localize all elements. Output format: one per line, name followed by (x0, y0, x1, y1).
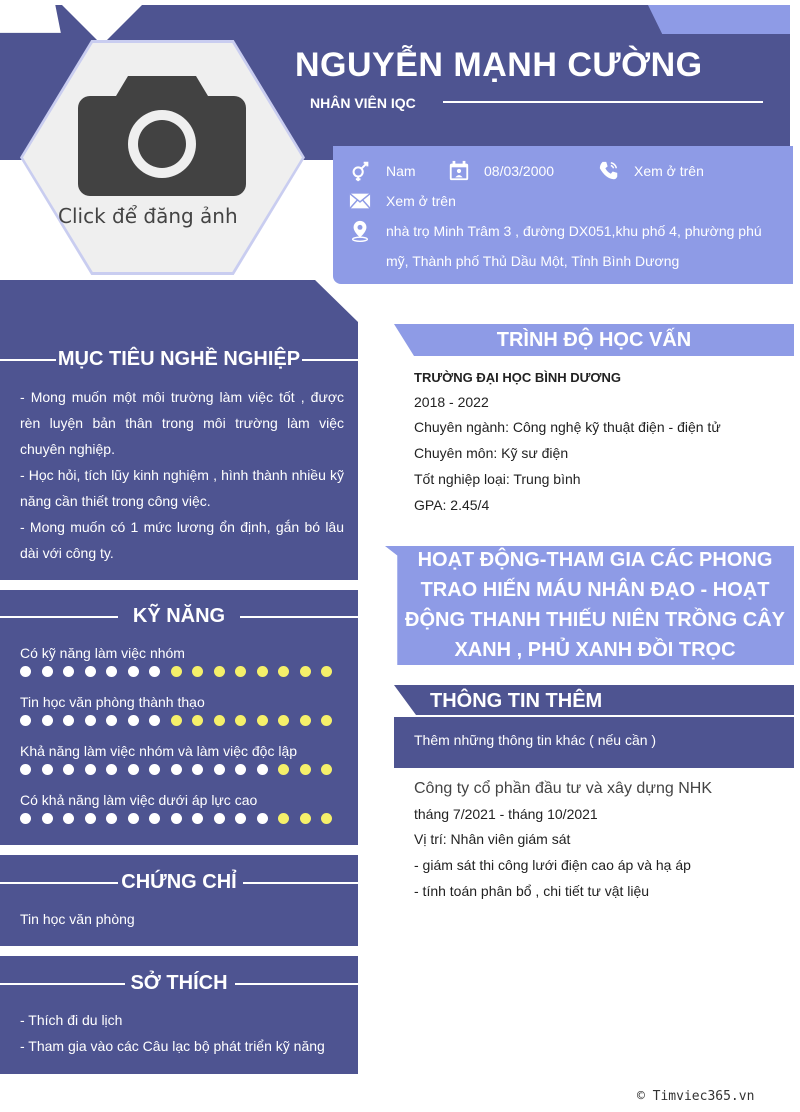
company-name[interactable]: Công ty cổ phần đầu tư và xây dựng NHK (414, 780, 713, 797)
skill-dot-filled (214, 813, 225, 824)
extra-info-divider (394, 715, 794, 717)
skill-dot-filled (192, 764, 203, 775)
skill-dot-filled (85, 666, 96, 677)
skill-dot-filled (128, 666, 139, 677)
skill-rating[interactable] (20, 813, 332, 825)
skill-dot-filled (42, 813, 53, 824)
work-duty[interactable]: - giám sát thi công lưới điện cao áp và hạ áp (414, 857, 691, 873)
skill-dot-empty (171, 666, 182, 677)
location-icon (349, 220, 371, 242)
education-title: TRÌNH ĐỘ HỌC VẤN (496, 329, 692, 351)
skill-dot-empty (257, 715, 268, 726)
skill-dot-empty (171, 715, 182, 726)
skill-dot-filled (106, 666, 117, 677)
skill-dot-filled (20, 813, 31, 824)
skills-title: KỸ NĂNG (132, 605, 226, 627)
skill-dot-empty (300, 715, 311, 726)
skill-dot-filled (63, 666, 74, 677)
skill-rating[interactable] (20, 715, 332, 727)
skill-dot-filled (42, 764, 53, 775)
skill-dot-filled (192, 813, 203, 824)
skill-rating[interactable] (20, 666, 332, 678)
certificates-title: CHỨNG CHỈ (121, 871, 237, 893)
skill-dot-filled (63, 764, 74, 775)
skill-dot-filled (85, 764, 96, 775)
education-years[interactable]: 2018 - 2022 (414, 394, 489, 410)
skill-dot-empty (321, 813, 332, 824)
skill-dot-filled (171, 813, 182, 824)
avatar-upload-label[interactable]: Click để đăng ảnh (58, 204, 238, 228)
skill-dot-filled (106, 764, 117, 775)
skill-dot-filled (128, 813, 139, 824)
work-period[interactable]: tháng 7/2021 - tháng 10/2021 (414, 806, 598, 822)
activities-title[interactable]: HOẠT ĐỘNG-THAM GIA CÁC PHONG TRAO HIẾN MÁU NHÂN ĐẠO - HOẠT ĐỘNG THANH THIẾU NIÊN TRỒNG CÂY XANH , PHỦ XANH ĐỒI TRỌC (405, 549, 785, 661)
objective-title: MỤC TIÊU NGHỀ NGHIỆP (57, 348, 301, 370)
camera-icon[interactable] (78, 76, 246, 196)
skill-dot-empty (321, 666, 332, 677)
objective-line: - Mong muốn có 1 mức lương ổn định, gắn bó lâu dài với công ty. (20, 519, 344, 561)
skill-dot-filled (235, 813, 246, 824)
address-line-1[interactable]: nhà trọ Minh Trâm 3 , đường DX051,khu phố 4, phường phú (386, 223, 762, 239)
skill-dot-empty (214, 666, 225, 677)
certificate-item[interactable]: Tin học văn phòng (20, 911, 135, 927)
header-accent (648, 5, 790, 34)
copyright: © Timviec365.vn (637, 1089, 755, 1104)
skill-label[interactable]: Khả năng làm việc nhóm và làm việc độc lập (20, 743, 298, 759)
candidate-name[interactable]: NGUYỄN MẠNH CƯỜNG (295, 46, 703, 84)
email-value[interactable]: Xem ở trên (386, 193, 456, 209)
position-divider (443, 101, 763, 103)
school-name[interactable]: TRƯỜNG ĐẠI HỌC BÌNH DƯƠNG (414, 370, 621, 385)
skill-dot-filled (128, 715, 139, 726)
education-gpa[interactable]: GPA: 2.45/4 (414, 497, 490, 513)
skill-dot-filled (42, 715, 53, 726)
skill-dot-filled (63, 813, 74, 824)
education-major[interactable]: Chuyên ngành: Công nghệ kỹ thuật điện - điện tử (414, 419, 721, 435)
skill-dot-filled (149, 666, 160, 677)
skill-dot-filled (63, 715, 74, 726)
skill-dot-filled (106, 813, 117, 824)
skill-dot-empty (214, 715, 225, 726)
skill-label[interactable]: Có khả năng làm việc dưới áp lực cao (20, 792, 258, 808)
education-specialty[interactable]: Chuyên môn: Kỹ sư điện (414, 445, 569, 461)
skill-dot-filled (257, 764, 268, 775)
skill-dot-filled (42, 666, 53, 677)
objective-line: - Mong muốn một môi trường làm việc tốt , được rèn luyện bản thân trong môi trường làm việc chuyên nghiệp. (20, 389, 344, 457)
phone-icon (598, 160, 620, 182)
skill-dot-filled (85, 813, 96, 824)
address-line-2[interactable]: mỹ, Thành phố Thủ Dầu Một, Tỉnh Bình Dương (386, 253, 680, 269)
skill-dot-empty (278, 715, 289, 726)
skill-dot-empty (235, 715, 246, 726)
skill-dot-filled (20, 764, 31, 775)
gender-value[interactable]: Nam (386, 163, 416, 179)
certificates-section (0, 855, 358, 946)
skill-dot-filled (85, 715, 96, 726)
extra-info-hint[interactable]: Thêm những thông tin khác ( nếu cần ) (414, 732, 657, 748)
skill-dot-filled (149, 813, 160, 824)
extra-info-title: THÔNG TIN THÊM (430, 690, 603, 712)
skill-label[interactable]: Tin học văn phòng thành thạo (20, 694, 205, 710)
skill-dot-empty (278, 813, 289, 824)
skill-dot-empty (278, 764, 289, 775)
skill-dot-filled (257, 813, 268, 824)
skill-dot-filled (149, 764, 160, 775)
phone-value[interactable]: Xem ở trên (634, 163, 704, 179)
skill-rating[interactable] (20, 764, 332, 776)
skill-label[interactable]: Có kỹ năng làm việc nhóm (20, 645, 185, 661)
work-duty[interactable]: - tính toán phân bổ , chi tiết tư vật liệu (414, 883, 650, 899)
skill-dot-empty (321, 715, 332, 726)
education-grade[interactable]: Tốt nghiệp loại: Trung bình (414, 471, 581, 487)
skill-dot-empty (278, 666, 289, 677)
skill-dot-empty (192, 715, 203, 726)
skill-dot-empty (192, 666, 203, 677)
dob-value[interactable]: 08/03/2000 (484, 163, 555, 179)
skill-dot-filled (106, 715, 117, 726)
hobby-item[interactable]: - Thích đi du lịch (20, 1012, 123, 1028)
skill-dot-empty (235, 666, 246, 677)
gender-icon (349, 160, 371, 182)
skill-dot-filled (20, 715, 31, 726)
objective-text[interactable] (20, 384, 344, 566)
skill-dot-filled (149, 715, 160, 726)
calendar-icon (448, 160, 470, 182)
candidate-position[interactable]: NHÂN VIÊN IQC (310, 95, 416, 111)
skill-dot-empty (321, 764, 332, 775)
email-icon (349, 190, 371, 212)
skill-dot-filled (214, 764, 225, 775)
contact-box (333, 146, 793, 284)
skill-dot-empty (300, 764, 311, 775)
skill-dot-empty (300, 666, 311, 677)
skill-dot-filled (20, 666, 31, 677)
skill-dot-empty (257, 666, 268, 677)
skill-dot-filled (171, 764, 182, 775)
objective-line: - Học hỏi, tích lũy kinh nghiệm , hình thành nhiều kỹ năng cần thiết trong công việc. (20, 467, 344, 509)
skill-dot-filled (128, 764, 139, 775)
skill-dot-empty (300, 813, 311, 824)
hobby-item[interactable]: - Tham gia vào các Câu lạc bộ phát triển kỹ năng (20, 1038, 325, 1054)
hobbies-title: SỞ THÍCH (130, 972, 228, 994)
skill-dot-filled (235, 764, 246, 775)
work-role[interactable]: Vị trí: Nhân viên giám sát (414, 831, 571, 847)
